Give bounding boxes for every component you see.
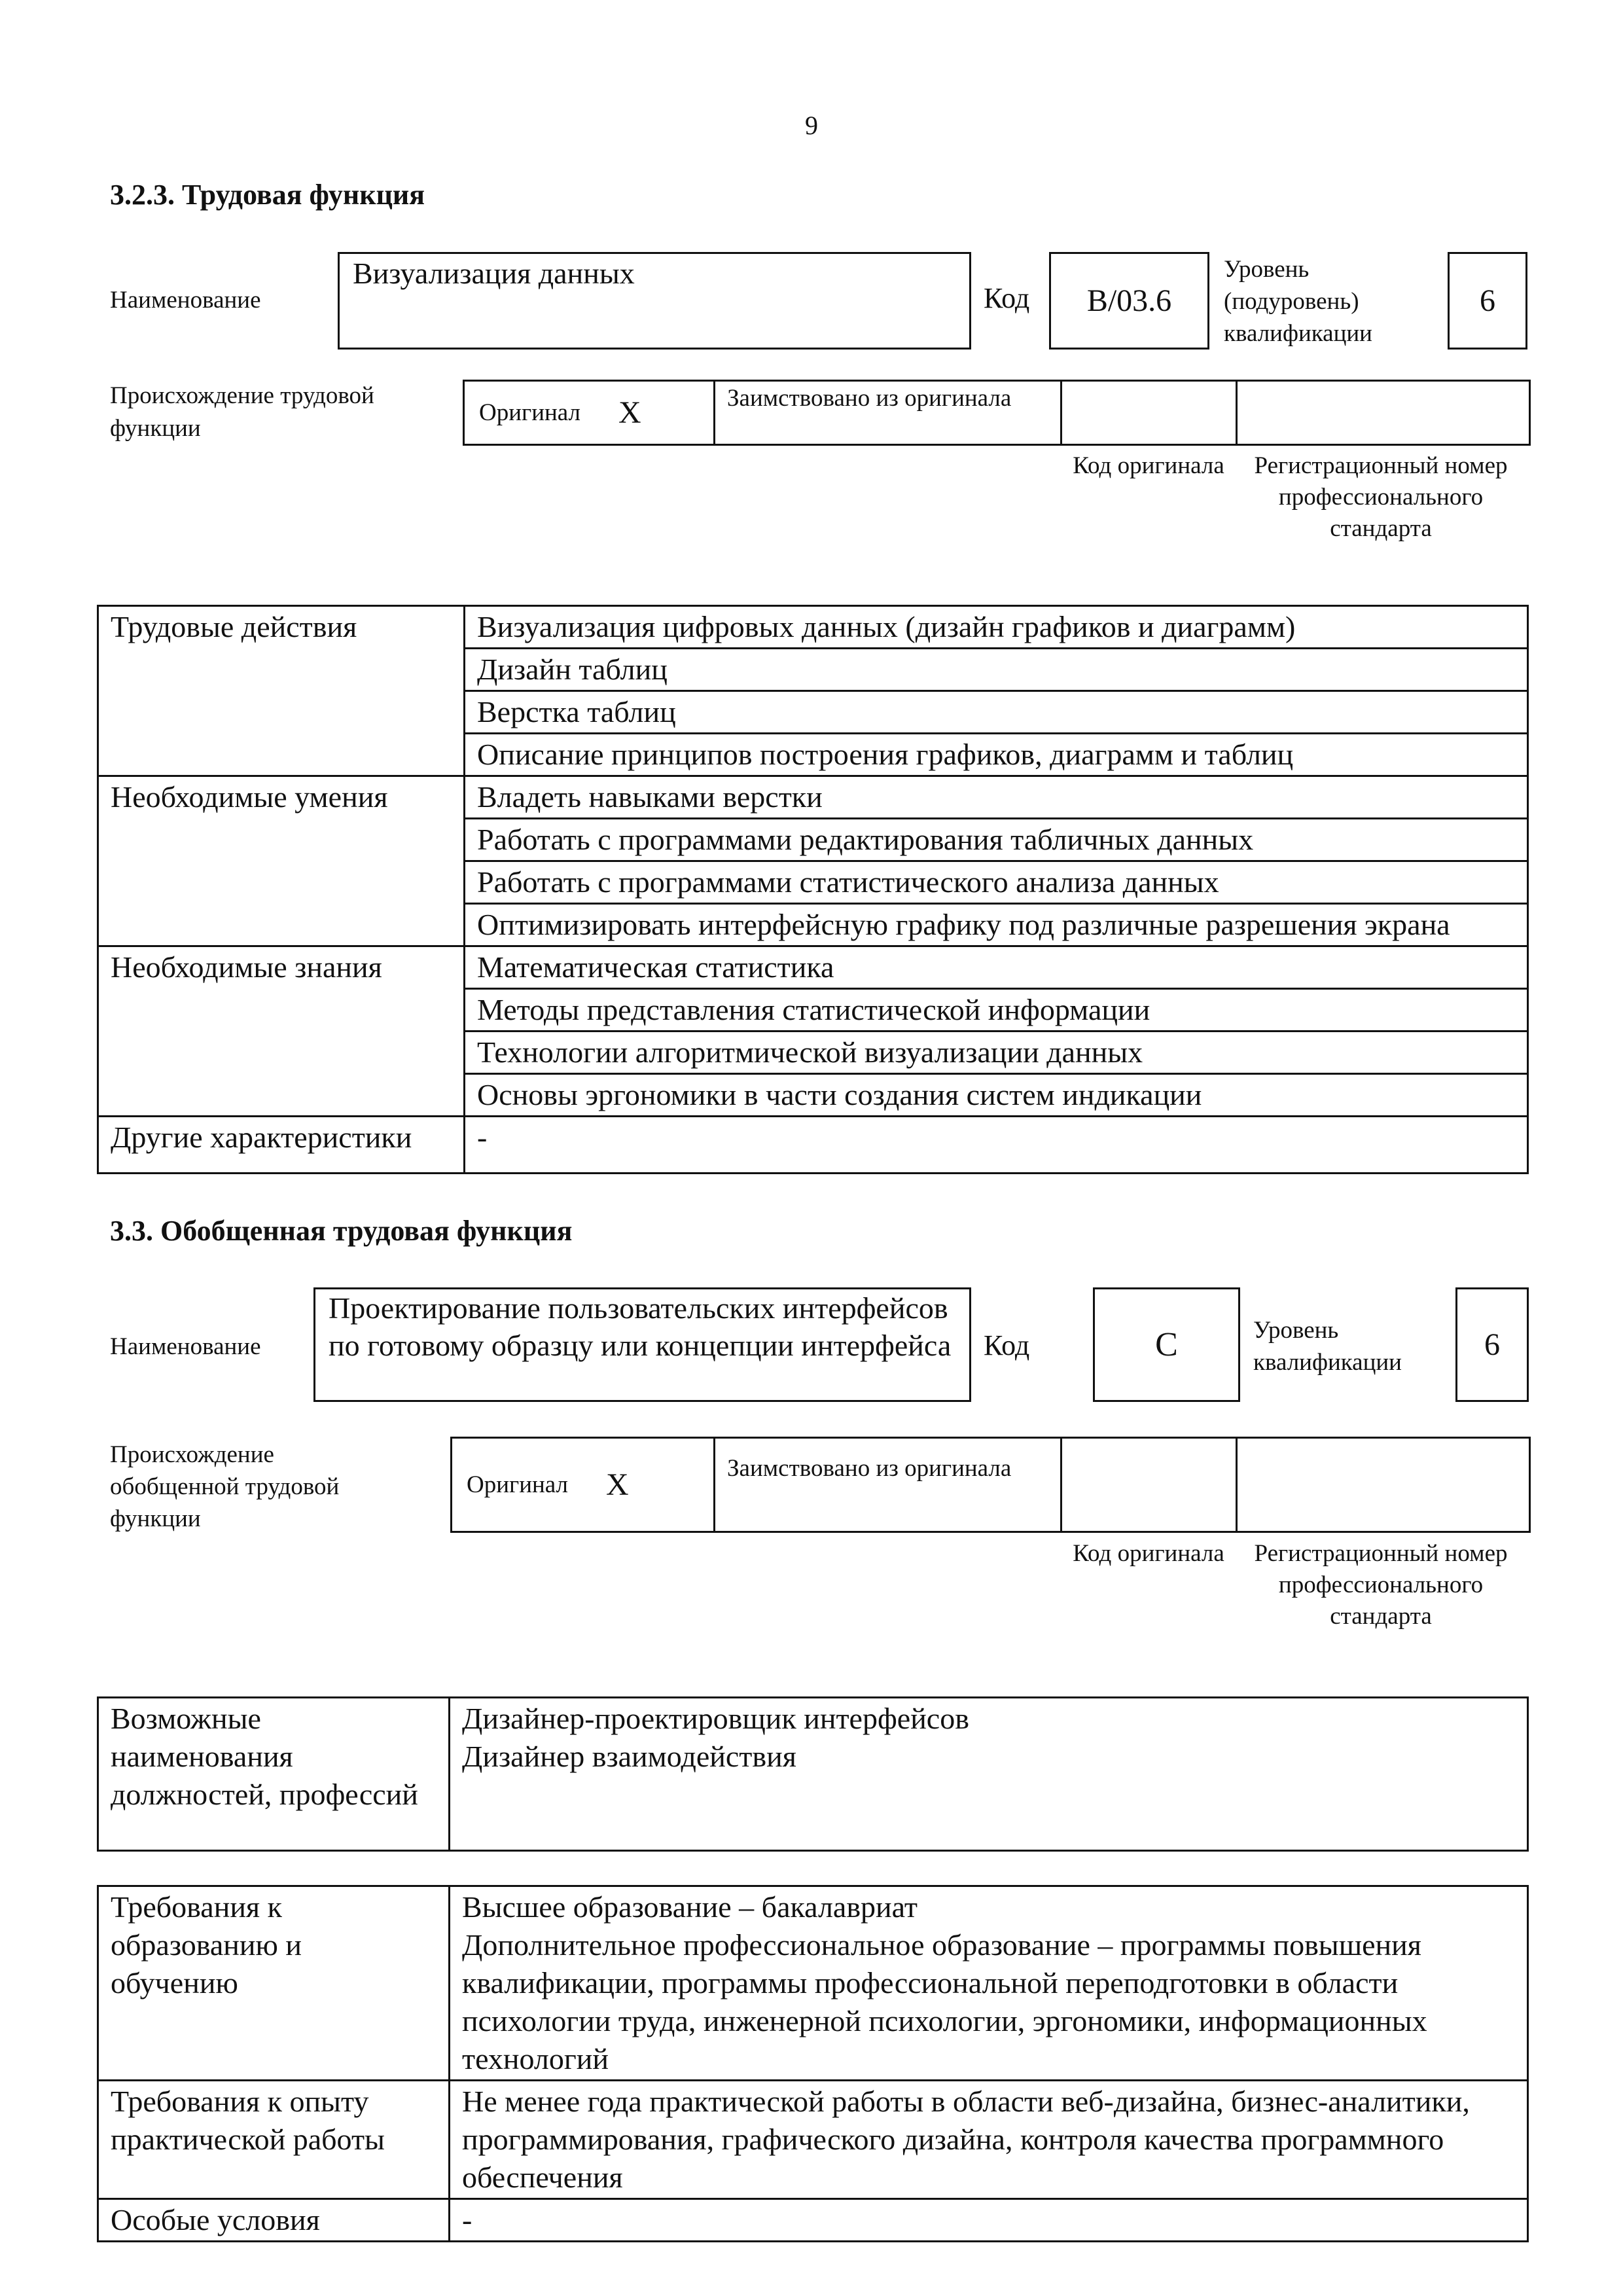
- reg-number-cell-33: [1236, 1437, 1531, 1533]
- name-value-33: Проектирование пользовательских интерфейсов по готовому образцу или концепции интерфейса: [329, 1291, 952, 1362]
- group-label: Необходимые знания: [98, 946, 465, 1117]
- original-mark-323: X: [618, 395, 641, 430]
- positions-cell: [450, 1698, 1528, 1851]
- original-cell-323: [463, 380, 715, 446]
- group-label: Другие характеристики: [98, 1117, 465, 1174]
- table-row: [98, 946, 1528, 989]
- functions-table-323: [97, 605, 1529, 1174]
- group-item: Дизайн таблиц: [465, 649, 1528, 691]
- name-value-box-323: [338, 252, 971, 350]
- reg-number-caption-33: Регистрационный номер профессионального стандарта: [1254, 1540, 1508, 1630]
- education-label: Требования к образованию и обучению: [98, 1886, 450, 2081]
- education-line-0: Высшее образование – бакалавриат: [462, 1890, 918, 1924]
- origin-label-323: Происхождение трудовой функции: [110, 382, 374, 442]
- group-item: Описание принципов построения графиков, диаграмм и таблиц: [465, 734, 1528, 776]
- group-item: Методы представления статистической информации: [465, 989, 1528, 1031]
- group-label: Трудовые действия: [98, 606, 465, 776]
- level-value-323: 6: [1480, 283, 1495, 318]
- name-label-33: Наименование: [110, 1333, 261, 1360]
- section-title-323: 3.2.3. Трудовая функция: [110, 179, 425, 211]
- special-value: -: [450, 2199, 1528, 2242]
- level-value-33: 6: [1484, 1327, 1500, 1362]
- section-title-33: 3.3. Обобщенная трудовая функция: [110, 1215, 573, 1247]
- code-original-caption-323: Код оригинала: [1073, 452, 1224, 479]
- name-label-323: Наименование: [110, 287, 261, 314]
- table-row: [98, 776, 1528, 819]
- group-item: Верстка таблиц: [465, 691, 1528, 734]
- requirements-table-33: [97, 1885, 1529, 2242]
- page-number: 9: [805, 111, 818, 140]
- original-cell-33: [450, 1437, 715, 1533]
- code-value-box-33: [1093, 1287, 1240, 1402]
- experience-label: Требования к опыту практической работы: [98, 2081, 450, 2199]
- level-value-box-323: [1448, 252, 1527, 350]
- code-value-box-323: [1049, 252, 1209, 350]
- group-item: Визуализация цифровых данных (дизайн графиков и диаграмм): [465, 606, 1528, 649]
- name-value-box-33: [313, 1287, 971, 1402]
- education-line-1: Дополнительное профессиональное образование – программы повышения квалификации, программы профессиональной переподготовки в области психологии труда, инженерной психологии, эргономики, информационных технологий: [462, 1928, 1427, 2075]
- position-item-1: Дизайнер взаимодействия: [462, 1740, 796, 1773]
- code-label-323: Код: [984, 282, 1030, 314]
- group-label: Необходимые умения: [98, 776, 465, 946]
- group-item: Оптимизировать интерфейсную графику под различные разрешения экрана: [465, 904, 1528, 946]
- reg-number-caption-323: Регистрационный номер профессионального стандарта: [1254, 452, 1508, 542]
- group-item: Владеть навыками верстки: [465, 776, 1528, 819]
- table-row: [98, 606, 1528, 649]
- reg-number-cell-323: [1236, 380, 1531, 446]
- borrowed-cell-323: Заимствовано из оригинала: [713, 380, 1062, 446]
- group-item: Технологии алгоритмической визуализации данных: [465, 1031, 1528, 1074]
- positions-label: Возможные наименования должностей, профессий: [98, 1698, 450, 1851]
- origin-row-323: [463, 380, 1531, 446]
- original-mark-33: X: [606, 1467, 629, 1502]
- level-value-box-33: [1455, 1287, 1529, 1402]
- original-label-323: Оригинал: [479, 399, 581, 426]
- experience-value: Не менее года практической работы в области веб-дизайна, бизнес-аналитики, программирования, графического дизайна, контроля качества программного обеспечения: [450, 2081, 1528, 2199]
- level-label-33: Уровень квалификации: [1253, 1317, 1402, 1376]
- origin-row-33: [450, 1437, 1531, 1533]
- borrowed-cell-33: Заимствовано из оригинала: [713, 1437, 1062, 1533]
- original-label-33: Оригинал: [467, 1471, 569, 1498]
- table-row: [98, 1117, 1528, 1174]
- level-label-323: Уровень (подуровень) квалификации: [1224, 256, 1372, 347]
- position-item-0: Дизайнер-проектировщик интерфейсов: [462, 1702, 969, 1735]
- code-original-cell-323: [1060, 380, 1238, 446]
- group-item: Работать с программами редактирования табличных данных: [465, 819, 1528, 861]
- origin-label-33: Происхождение обобщенной трудовой функции: [110, 1441, 340, 1532]
- code-label-33: Код: [984, 1329, 1030, 1361]
- education-cell: [450, 1886, 1528, 2081]
- special-label: Особые условия: [98, 2199, 450, 2242]
- positions-table-33: [97, 1696, 1529, 1852]
- code-original-caption-33: Код оригинала: [1073, 1540, 1224, 1567]
- code-value-33: C: [1155, 1326, 1178, 1363]
- group-item: Математическая статистика: [465, 946, 1528, 989]
- group-item: Основы эргономики в части создания систем индикации: [465, 1074, 1528, 1117]
- name-value-323: Визуализация данных: [353, 257, 635, 290]
- group-item: -: [465, 1117, 1528, 1174]
- group-item: Работать с программами статистического анализа данных: [465, 861, 1528, 904]
- code-value-323: B/03.6: [1086, 283, 1172, 318]
- code-original-cell-33: [1060, 1437, 1238, 1533]
